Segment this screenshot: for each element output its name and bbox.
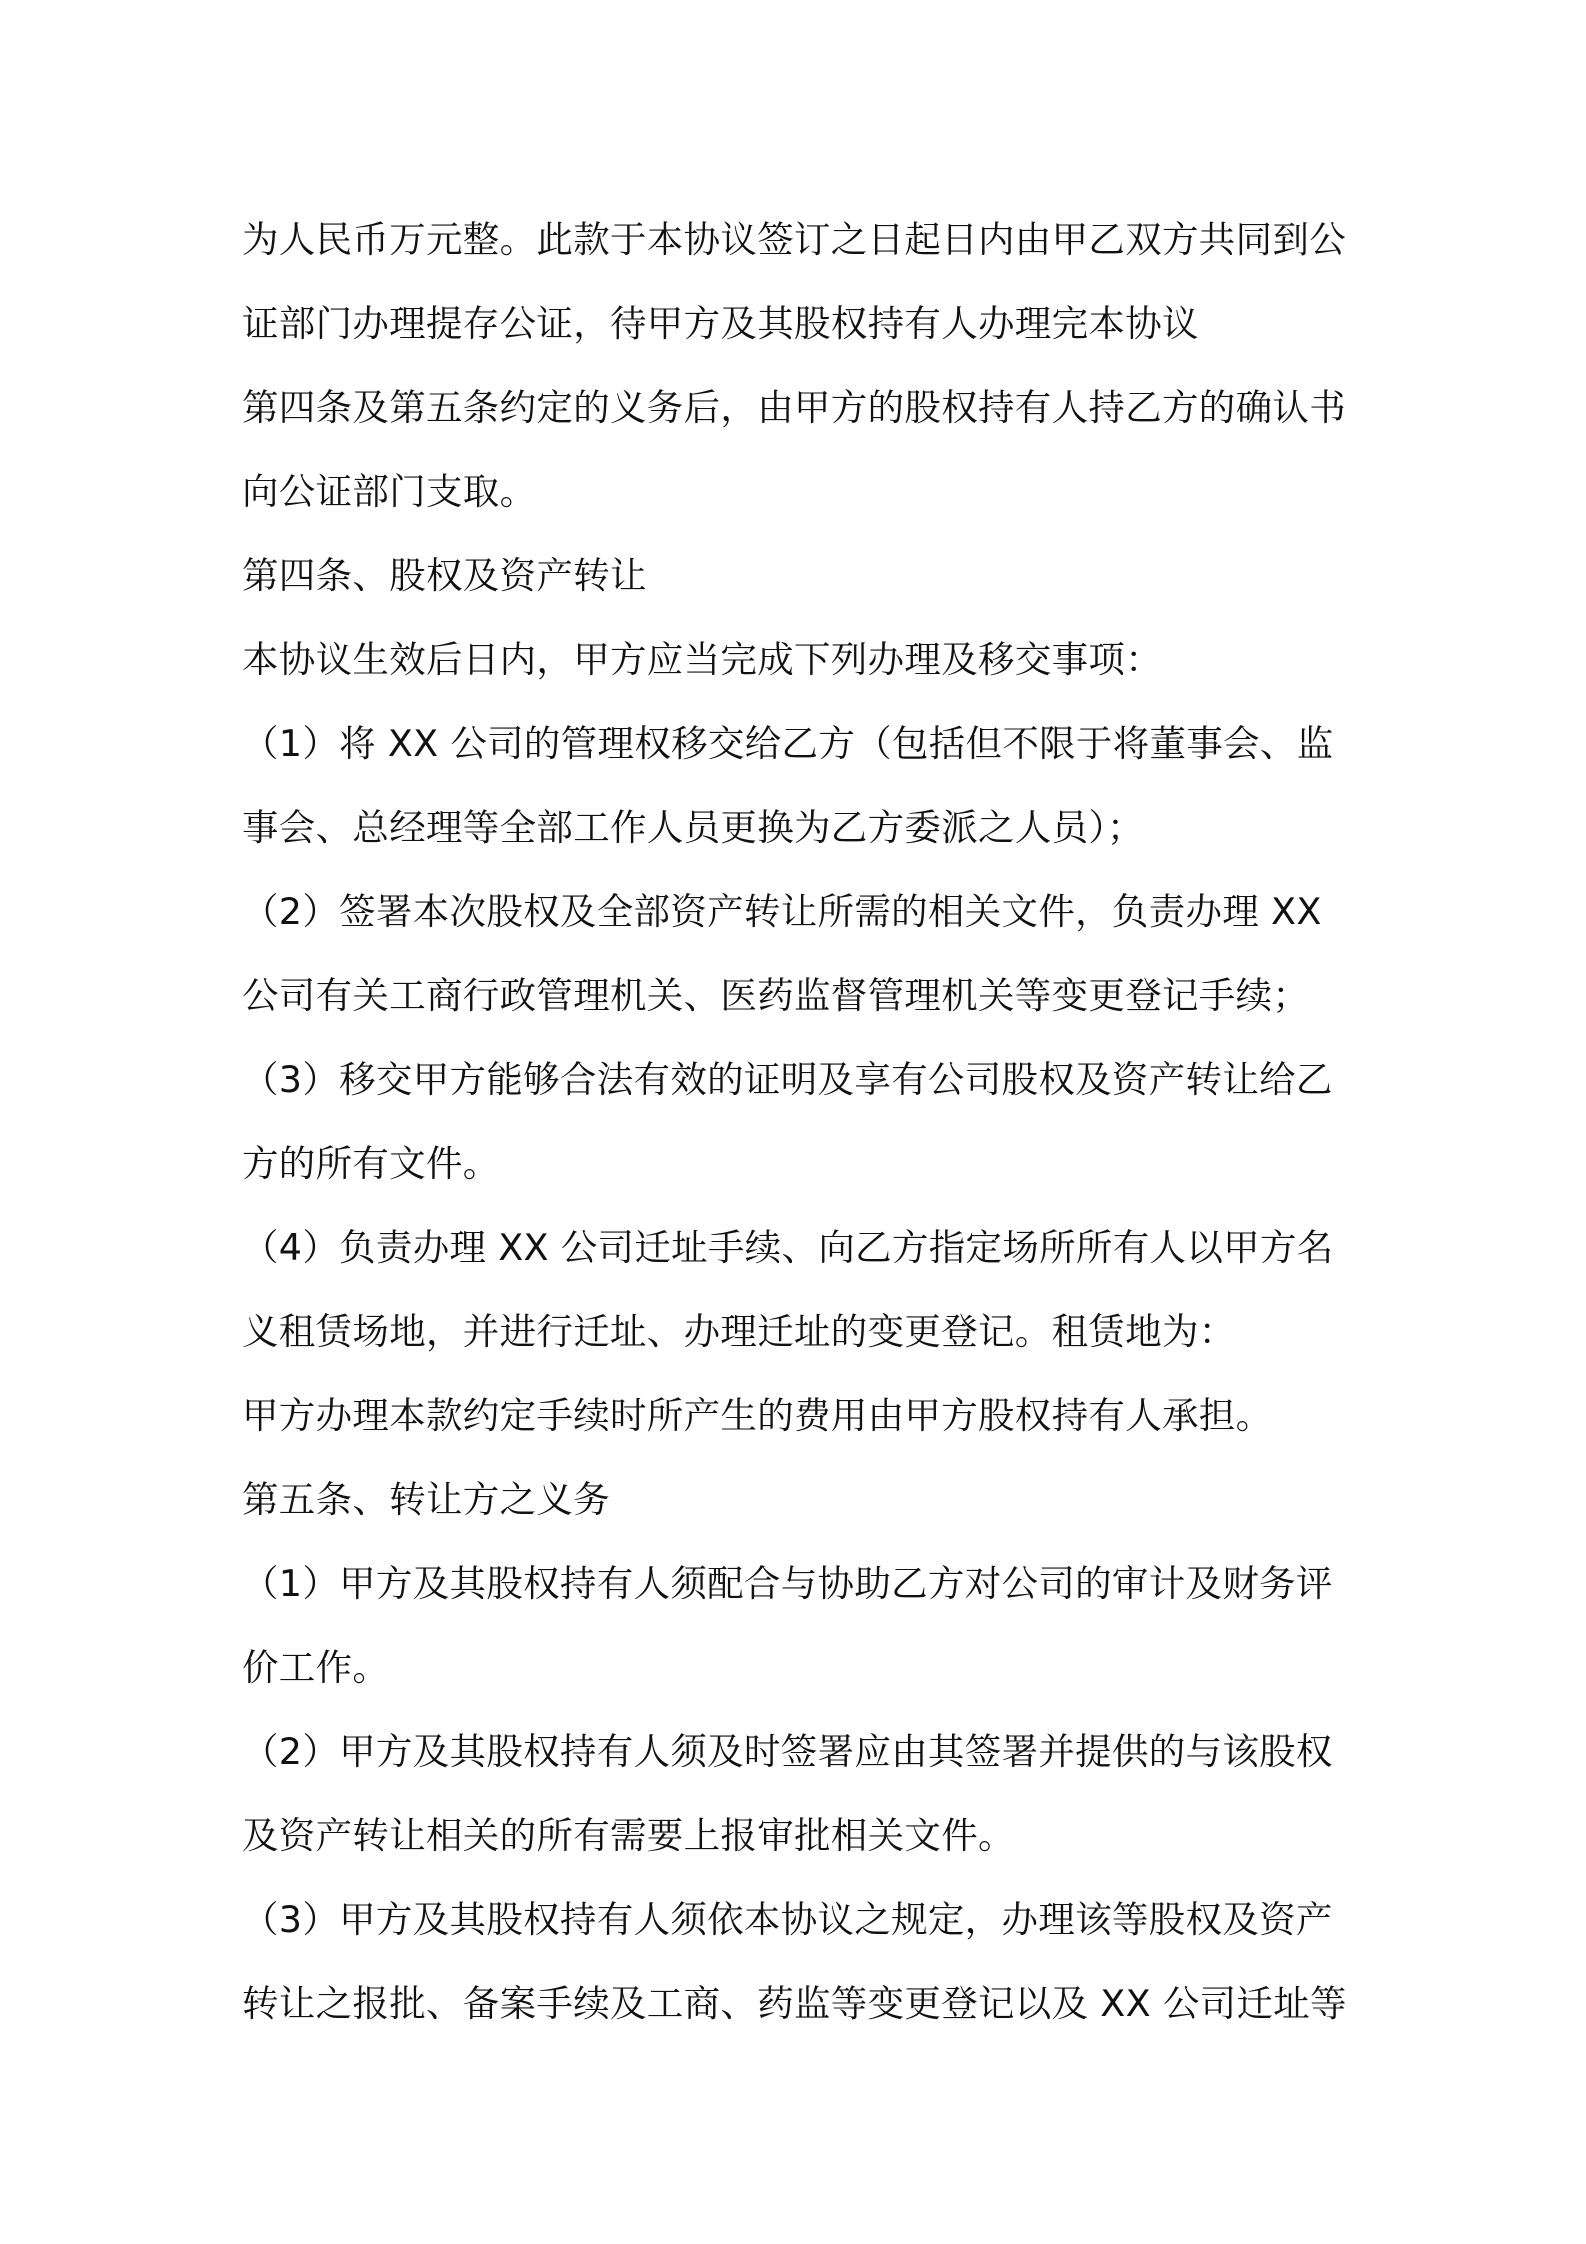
list-item-line: （2）甲方及其股权持有人须及时签署应由其签署并提供的与该股权 <box>242 1730 1333 1773</box>
list-item-line: （3）甲方及其股权持有人须依本协议之规定，办理该等股权及资产 <box>242 1898 1333 1941</box>
section-heading-article-5: 第五条、转让方之义务 <box>242 1478 610 1521</box>
document-body <box>242 198 1362 2046</box>
text-line: 甲方办理本款约定手续时所产生的费用由甲方股权持有人承担。 <box>242 1394 1273 1437</box>
text-line: 转让之报批、备案手续及工商、药监等变更登记以及 XX 公司迁址等 <box>242 1982 1347 2025</box>
text-line: 本协议生效后日内，甲方应当完成下列办理及移交事项： <box>242 638 1162 681</box>
section-heading-article-4: 第四条、股权及资产转让 <box>242 554 647 597</box>
list-item-line: （1）将 XX 公司的管理权移交给乙方（包括但不限于将董事会、监 <box>242 722 1334 765</box>
list-item-line: （1）甲方及其股权持有人须配合与协助乙方对公司的审计及财务评 <box>242 1562 1333 1605</box>
text-line: 公司有关工商行政管理机关、医药监督管理机关等变更登记手续； <box>242 974 1310 1017</box>
text-line: 义租赁场地，并进行迁址、办理迁址的变更登记。租赁地为： <box>242 1310 1236 1353</box>
list-item-line: （3）移交甲方能够合法有效的证明及享有公司股权及资产转让给乙 <box>242 1058 1333 1101</box>
list-item-line: （4）负责办理 XX 公司迁址手续、向乙方指定场所所有人以甲方名 <box>242 1226 1334 1269</box>
text-line: 向公证部门支取。 <box>242 470 537 513</box>
text-line: 第四条及第五条约定的义务后，由甲方的股权持有人持乙方的确认书 <box>242 386 1346 429</box>
text-line: 及资产转让相关的所有需要上报审批相关文件。 <box>242 1814 1015 1857</box>
text-line: 证部门办理提存公证，待甲方及其股权持有人办理完本协议 <box>242 302 1199 345</box>
text-line: 为人民币万元整。此款于本协议签订之日起日内由甲乙双方共同到公 <box>242 218 1346 261</box>
text-line: 方的所有文件。 <box>242 1142 500 1185</box>
text-line: 价工作。 <box>242 1646 390 1689</box>
text-line: 事会、总经理等全部工作人员更换为乙方委派之人员）； <box>242 806 1144 849</box>
list-item-line: （2）签署本次股权及全部资产转让所需的相关文件，负责办理 XX <box>242 890 1322 933</box>
